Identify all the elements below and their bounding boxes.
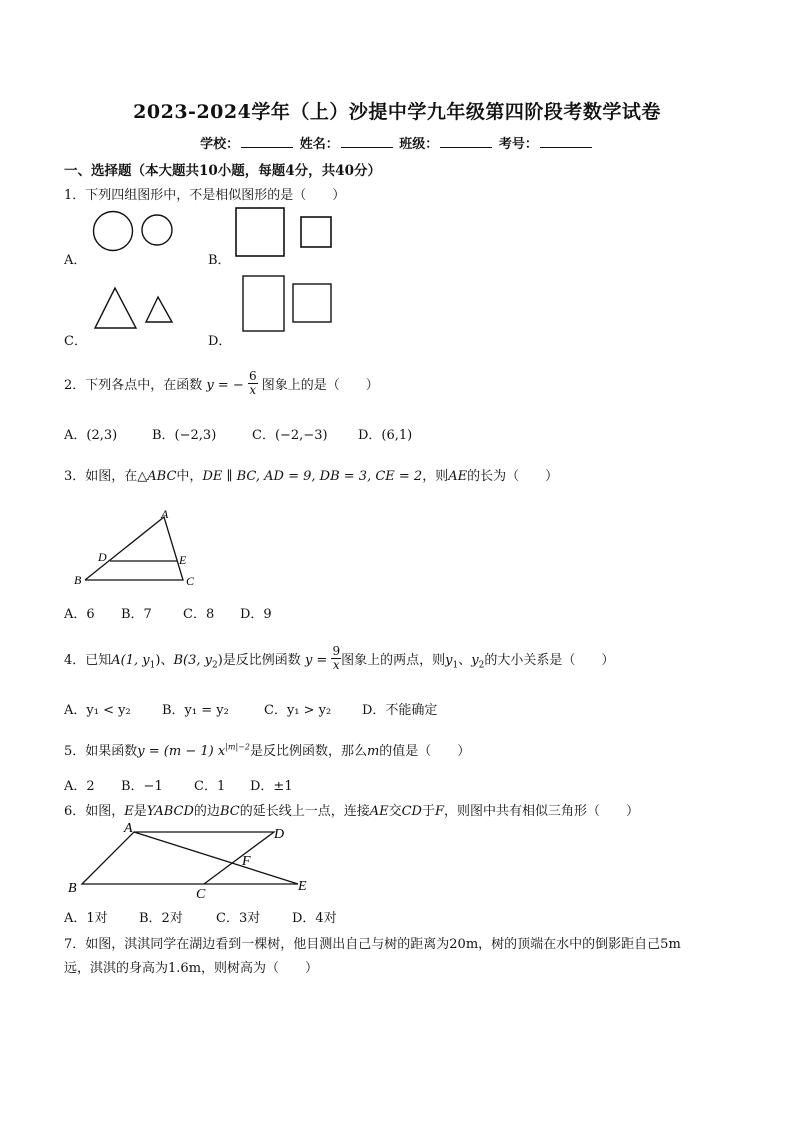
q4-point-a: A(1, y — [111, 653, 150, 668]
name-label: 姓名： — [299, 137, 339, 152]
q4-y1: y — [445, 653, 453, 668]
q7-distance-2: 5m — [660, 937, 681, 952]
number-label: 考号： — [498, 137, 538, 152]
q4-close-b: ) — [217, 653, 223, 668]
q4-option-d[interactable]: D．不能确定 — [362, 703, 438, 718]
small-circle-shape — [142, 215, 172, 245]
q3-option-c[interactable]: C．8 — [183, 607, 215, 622]
student-info-line — [0, 133, 794, 152]
small-triangle-shape — [146, 297, 172, 322]
q6-mid3: 的延长线上一点，连接 — [239, 804, 370, 819]
q6-option-d[interactable]: D．4对 — [292, 911, 337, 926]
q4-formula: y = — [304, 653, 328, 668]
q3-tail: 的长为（ ） — [467, 469, 559, 484]
big-triangle-shape — [95, 288, 136, 328]
q4-numerator: 9 — [332, 644, 341, 658]
q3-triangle-figure — [70, 505, 210, 590]
q5-option-b[interactable]: B．−1 — [121, 779, 163, 794]
small-square-shape — [301, 217, 331, 247]
q1-option-c-label: C． — [64, 334, 87, 349]
q6-mid5: 于 — [421, 804, 435, 819]
label-b: B — [74, 573, 82, 587]
q1-option-b-label: B． — [208, 253, 231, 268]
q2-option-a[interactable]: A．(2,3) — [64, 428, 118, 443]
q6-option-c[interactable]: C．3对 — [216, 911, 261, 926]
label-b: B — [68, 881, 77, 896]
q4-denominator: x — [332, 658, 340, 672]
q2-option-b[interactable]: B．(−2,3) — [152, 428, 217, 443]
q5-post: 是反比例函数，那么 — [249, 744, 367, 759]
q2-denominator: x — [249, 383, 257, 397]
q6-pre: 6．如图， — [64, 804, 125, 819]
label-a: A — [161, 507, 169, 521]
q3-option-a[interactable]: A．6 — [64, 607, 95, 622]
label-e: E — [179, 553, 187, 567]
section-heading: 一、选择题（本大题共10小题，每题4分，共40分） — [64, 163, 381, 179]
q3-stem-post: ，则 — [422, 469, 449, 484]
exam-title: 2023-2024学年（上）沙提中学九年级第四阶段考数学试卷 — [133, 101, 661, 123]
q4-sub1: 1 — [149, 660, 156, 671]
q5-option-d[interactable]: D．±1 — [250, 779, 293, 794]
q3-option-d[interactable]: D．9 — [240, 607, 272, 622]
q4-tail: 的大小关系是（ ） — [484, 653, 615, 668]
q7-line1-pre: 7．如图，淇淇同学在湖边看到一棵树，他目测出自己与树的距离为 — [64, 937, 450, 952]
q5-formula: y = (m − 1) x — [137, 744, 226, 759]
q3-stem-pre: 3．如图，在△ — [64, 469, 148, 484]
q6-parallelogram: YABCD — [146, 804, 194, 819]
q5-exponent: |m|−2 — [225, 742, 250, 752]
q4-option-c[interactable]: C．y₁ > y₂ — [264, 703, 332, 718]
question-6-stem — [64, 800, 639, 819]
q5-option-c[interactable]: C．1 — [194, 779, 226, 794]
q4-mid: 是反比例函数 — [222, 653, 301, 668]
label-c: C — [196, 887, 206, 900]
q7-height: 1.6m — [168, 961, 202, 976]
square-shape — [293, 284, 331, 322]
q6-mid2: 的边 — [193, 804, 220, 819]
q4-comma: 、 — [458, 653, 472, 668]
rectangle-shape — [243, 276, 284, 331]
label-f: F — [242, 854, 251, 869]
name-blank[interactable] — [341, 135, 393, 148]
q6-option-a[interactable]: A．1对 — [64, 911, 108, 926]
q4-y2-sub: 2 — [478, 660, 485, 671]
question-5-stem — [64, 740, 470, 759]
number-blank[interactable] — [540, 135, 592, 148]
q6-bc: BC — [219, 804, 240, 819]
q4-sep: 、 — [160, 653, 174, 668]
label-a: A — [124, 821, 133, 836]
q2-option-c[interactable]: C．(−2,−3) — [252, 428, 328, 443]
q3-condition: DE ∥ BC, AD = 9, DB = 3, CE = 2 — [202, 469, 423, 484]
label-c: C — [186, 574, 195, 588]
question-7-line-2 — [64, 957, 318, 976]
q1-figures — [60, 200, 360, 360]
q3-abc: ABC — [147, 469, 177, 484]
q6-f: F — [435, 804, 445, 819]
q3-mid: 中， — [176, 469, 203, 484]
q6-parallelogram-figure — [64, 820, 324, 900]
q4-option-a[interactable]: A．y₁ < y₂ — [64, 703, 131, 718]
q2-numerator: 6 — [248, 369, 257, 383]
q6-ae: AE — [369, 804, 389, 819]
label-d: D — [274, 827, 285, 842]
q3-ae: AE — [448, 469, 468, 484]
q4-pre: 4．已知 — [64, 653, 112, 668]
q4-y1-sub: 1 — [452, 660, 459, 671]
big-circle-shape — [94, 212, 133, 251]
label-e: E — [298, 879, 307, 894]
q5-tail: 的值是（ ） — [379, 744, 471, 759]
q6-option-b[interactable]: B．2对 — [139, 911, 183, 926]
q4-point-b: B(3, y — [173, 653, 212, 668]
q6-tail: ，则图中共有相似三角形（ ） — [444, 804, 640, 819]
q2-stem-post: 图象上的是（ ） — [261, 378, 379, 393]
q6-mid1: 是 — [133, 804, 147, 819]
school-blank[interactable] — [241, 135, 293, 148]
big-square-shape — [236, 208, 284, 256]
q6-mid4: 交 — [388, 804, 402, 819]
q5-pre: 5．如果函数 — [64, 744, 138, 759]
q3-option-b[interactable]: B．7 — [121, 607, 152, 622]
q1-option-d-label: D． — [208, 334, 232, 349]
label-d: D — [98, 550, 107, 564]
q6-e: E — [124, 804, 134, 819]
q4-post: 图象上的两点，则 — [341, 653, 446, 668]
triangle-abc — [85, 517, 183, 580]
q7-line2-post: ，则树高为（ ） — [201, 961, 319, 976]
question-4-stem — [64, 644, 615, 674]
question-1-stem: 1．下列四组图形中，不是相似图形的是（ ） — [64, 188, 346, 203]
q4-y2: y — [471, 653, 479, 668]
class-label: 班级： — [399, 137, 439, 152]
question-7-line-1 — [64, 933, 681, 952]
q5-m: m — [366, 744, 380, 759]
q4-fraction — [331, 645, 341, 672]
q2-option-d[interactable]: D．(6,1) — [358, 428, 413, 443]
q4-close-a: ) — [155, 653, 161, 668]
q7-distance-1: 20m — [449, 937, 479, 952]
question-2-stem — [64, 369, 379, 399]
q6-cd: CD — [401, 804, 422, 819]
q5-option-a[interactable]: A．2 — [64, 779, 95, 794]
q1-option-a-label: A． — [64, 253, 87, 268]
q2-formula: y = − — [206, 378, 244, 393]
q2-stem-pre: 2．下列各点中，在函数 — [64, 378, 203, 393]
class-blank[interactable] — [440, 135, 492, 148]
question-3-stem — [64, 465, 558, 484]
q4-sub2: 2 — [211, 660, 218, 671]
q7-line2-pre: 远，淇淇的身高为 — [64, 961, 169, 976]
q7-line1-mid: ，树的顶端在水中的倒影距自己 — [478, 937, 661, 952]
q4-option-b[interactable]: B．y₁ = y₂ — [162, 703, 229, 718]
q2-fraction — [248, 370, 258, 397]
school-label: 学校： — [200, 137, 240, 152]
